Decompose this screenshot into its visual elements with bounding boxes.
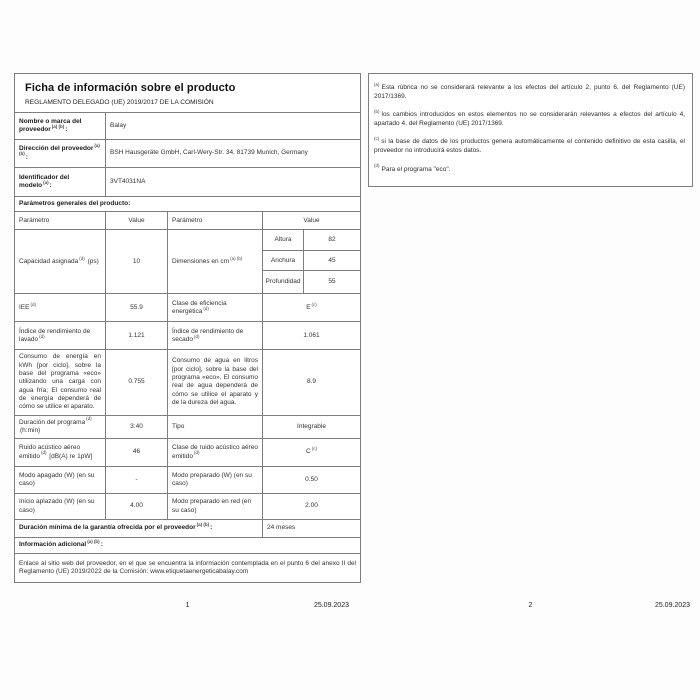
- page1-date: 25.09.2023: [313, 602, 349, 609]
- value-text: $C^{(c)}$: [306, 446, 317, 456]
- params-table-header-row: [15, 211, 360, 229]
- drying-index-value: 1.061: [303, 331, 320, 339]
- additional-info-label-cell: [15, 538, 360, 553]
- model-identifier-row: [15, 167, 360, 196]
- label-text: Dimensiones en $cm^{(a) (b)}$: [172, 255, 243, 265]
- footnote-ref: (d): [40, 450, 47, 456]
- footnote-marker: (d): [374, 163, 380, 169]
- label-text: Ruido acústico aéreo emitido$^{(d)}$ [dB(A) re 1pW]: [19, 444, 93, 460]
- page2-number: 2: [528, 602, 533, 609]
- supplier-address-value: BSH Hausgeräte GmbH, Carl-Wery-Str. 34, 81739 Munich, Germany: [110, 149, 308, 157]
- washing-index-label-cell: [15, 322, 106, 349]
- delayed-start-label-cell: Inicio aplazado (W) (en su caso): [15, 494, 106, 519]
- noise-class-label-cell: [168, 439, 263, 466]
- supplier-brand-row: [15, 112, 360, 139]
- label-text: Índice de rendimiento de secado$^{(d)}$: [172, 327, 244, 343]
- fiche-page-2-footnotes: [368, 73, 693, 187]
- table-row-duration-type: [15, 415, 360, 439]
- footnote-ref: (a) (b): [230, 255, 243, 261]
- footnote-b: [374, 110, 685, 128]
- fiche-title: [15, 74, 360, 95]
- supplier-brand-value: Balay: [110, 121, 127, 129]
- label-text: IEE$^{(d)}$: [19, 301, 36, 311]
- footnote-ref: (d): [39, 333, 45, 339]
- dimension-name: Altura: [263, 230, 304, 250]
- off-mode-value: -: [106, 467, 168, 493]
- footnote-d: [374, 165, 685, 174]
- energy-class-label-cell: [168, 294, 263, 321]
- website-note-cell: [15, 554, 360, 582]
- energy-consumption-label-cell: [15, 350, 106, 414]
- dimension-name: Anchura: [263, 251, 304, 270]
- dimension-value: 45: [328, 256, 336, 264]
- label-text: Información adicional$^{(a) (b)}$:: [19, 539, 103, 549]
- network-standby-label-cell: Modo preparado en red (en su caso): [168, 494, 263, 519]
- fiche-title-text: Ficha de información sobre el producto: [25, 82, 236, 94]
- footnote-ref: (d): [79, 255, 85, 261]
- website-note-text: Enlace al sitio web del proveedor, en el que se encuentra la información contemplada en el punto 6 del anexo II del Reglamento (UE) 2019/2022 de la Comisión: www.etiquetaenergeticabalay.com: [19, 559, 356, 576]
- footnote-ref: (d): [203, 305, 209, 311]
- header-param-left: Parámetro: [15, 212, 106, 229]
- table-row-wash-dry-index: [15, 321, 360, 349]
- noise-class-value-cell: [263, 439, 360, 466]
- capacity-label-cell: [15, 230, 106, 293]
- standby-mode-value: 0.50: [305, 475, 318, 483]
- warranty-label-cell: [15, 520, 263, 537]
- dimension-name: Profundidad: [263, 271, 304, 293]
- off-mode-label-cell: Modo apagado (W) (en su caso): [15, 467, 106, 493]
- warranty-row: [15, 519, 360, 537]
- programme-duration-value: 3:40: [106, 416, 168, 439]
- label-text: Duración mínima de la garantía ofrecida por el proveedor$^{(a) (b)}$:: [19, 522, 213, 532]
- eei-value: 55.9: [106, 294, 168, 321]
- general-params-heading: Parámetros generales del producto:: [19, 200, 131, 207]
- programme-duration-label-cell: [15, 416, 106, 439]
- model-identifier-label-cell: [15, 168, 106, 196]
- label-text: Consumo de energía en kWh [por ciclo], sobre la base del programa «eco» utilizando una carga con agua fría; El consumo real de energía dependerá de cómo se utilice el aparato.: [19, 353, 101, 411]
- table-row-delay-network: [15, 493, 360, 519]
- footnote-marker: (c): [374, 136, 380, 142]
- dimension-value: 82: [328, 236, 336, 244]
- washing-index-value: 1.121: [106, 322, 168, 349]
- page2-date: 25.09.2023: [654, 602, 690, 609]
- supplier-address-row: [15, 139, 360, 167]
- capacity-value: 10: [106, 230, 168, 293]
- label-text: Índice de rendimiento de lavado$^{(d)}$: [19, 327, 91, 343]
- table-row-consumption: [15, 349, 360, 414]
- footnote-ref: (a): [43, 179, 49, 185]
- energy-class-value-cell: [263, 294, 360, 321]
- supplier-address-label-cell: [15, 140, 106, 167]
- fiche-page-1: [14, 73, 361, 583]
- footnote-ref: (c): [311, 446, 317, 452]
- label-text: Identificador del modelo$^{(a)}$:: [19, 173, 70, 189]
- footnote-c: [374, 137, 685, 155]
- footnote-text: si la base de datos de los productos genera automáticamente el contenido definitivo de esta casilla, el proveedor no introducirá estos datos.: [374, 138, 685, 155]
- footnote-ref: (d): [86, 416, 92, 422]
- value-text: $E^{(c)}$: [306, 301, 317, 311]
- header-param-right: Parámetro: [168, 212, 263, 229]
- header-value-left: Value: [106, 212, 168, 229]
- page1-number: 1: [185, 602, 190, 609]
- dimensions-label-cell: [168, 230, 263, 293]
- type-label-cell: Tipo: [168, 416, 263, 439]
- standby-mode-label-cell: Modo preparado (W) (en su caso): [168, 467, 263, 493]
- dimension-row-height: [263, 230, 360, 250]
- website-note-row: [15, 553, 360, 582]
- drying-index-label-cell: [168, 322, 263, 349]
- noise-label-cell: [15, 439, 106, 466]
- water-consumption-value: 8.9: [306, 378, 317, 386]
- dimensions-subtable: [263, 230, 360, 293]
- eei-label-cell: [15, 294, 106, 321]
- regulation-subtitle: REGLAMENTO DELEGADO (UE) 2019/2017 DE LA COMISIÓN: [25, 99, 214, 106]
- table-row-offmode-standby: [15, 466, 360, 493]
- dimension-row-width: [263, 250, 360, 270]
- energy-consumption-value: 0.755: [106, 350, 168, 414]
- noise-value: 46: [106, 439, 168, 466]
- warranty-value: 24 meses: [267, 524, 296, 532]
- label-text: Capacidad asignada$^{(d)}$ (ps): [19, 255, 99, 265]
- general-params-heading-row: [15, 196, 360, 211]
- label-text: Clase de eficiencia energética$^{(d)}$: [172, 299, 227, 315]
- label-text: Consumo de agua en litros [por ciclo], sobre la base del programa «eco». El consumo real de agua dependerá de cómo se utilice el aparato y de la dureza del agua.: [172, 357, 258, 407]
- footnote-text: Esta rúbrica no se considerará relevante a los efectos del artículo 2, punto 6, del Reglamento (UE) 2017/1369.: [374, 84, 685, 101]
- footnote-ref: (a) (b): [87, 539, 100, 545]
- network-standby-value: 2.00: [305, 502, 318, 510]
- footnote-ref: (d): [193, 333, 200, 339]
- footnote-ref: (a) (b): [19, 143, 100, 157]
- footnote-a: [374, 83, 685, 101]
- footnote-text: Para el programa "eco".: [381, 165, 451, 173]
- footnote-ref: (c): [311, 301, 317, 307]
- footnote-ref: (a) (b): [196, 522, 210, 528]
- model-identifier-value: 3VT4031NA: [110, 177, 146, 185]
- label-text: Clase de ruido acústico aéreo emitido$^{(d)}$: [172, 444, 258, 460]
- table-row-eei-energyclass: [15, 293, 360, 321]
- water-consumption-label-cell: [168, 350, 263, 414]
- label-text: Duración del programa$^{(d)}$ (h:min): [19, 416, 92, 434]
- dimension-value: 55: [328, 278, 336, 286]
- header-value-right: Value: [303, 216, 320, 224]
- footnote-ref: (a) (b): [51, 123, 65, 129]
- footnote-marker: (b): [374, 109, 380, 115]
- table-row-capacity-dimensions: [15, 229, 360, 293]
- footnote-ref: (d): [193, 450, 200, 456]
- dimension-row-depth: [263, 270, 360, 293]
- footnote-ref: (d): [30, 301, 36, 307]
- label-text: Dirección del proveedor$^{(a) (b)}$:: [19, 143, 100, 161]
- footnote-text: los cambios introducidos en estos elementos no se considerarán relevantes a efectos del artículo 4, apartado 4, del Reglamento (UE) 2017/1369.: [374, 111, 685, 128]
- type-value: Integrable: [297, 422, 326, 430]
- table-row-noise: [15, 438, 360, 466]
- footnote-marker: (a): [374, 81, 380, 87]
- delayed-start-value: 4.00: [106, 494, 168, 519]
- label-text: Nombre o marca del proveedor$^{(a) (b)}$:: [19, 117, 82, 133]
- supplier-brand-label-cell: [15, 113, 106, 139]
- additional-info-row: [15, 537, 360, 553]
